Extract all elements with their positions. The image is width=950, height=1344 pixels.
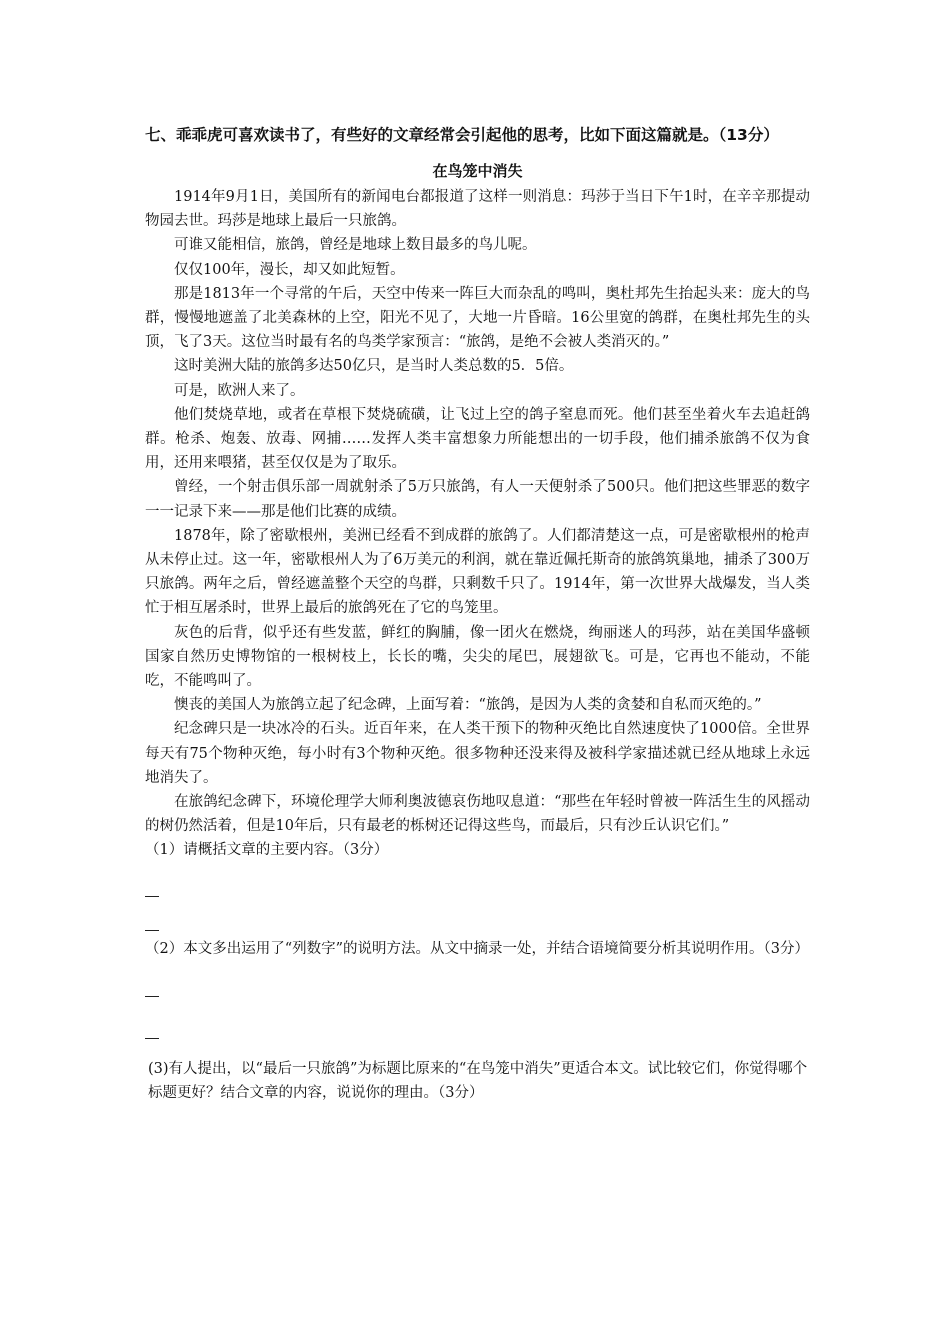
exam-page <box>145 123 810 1105</box>
question-3: (3)有人提出，以“最后一只旅鸽”为标题比原来的“在鸟笼中消失”更适合本文。试比较它们，你觉得哪个标题更好？结合文章的内容，说说你的理由。（3分） <box>148 1060 808 1102</box>
answer-line[interactable] <box>145 1003 810 1045</box>
article-title: 在鸟笼中消失 <box>432 162 523 180</box>
article-paragraph: 仅仅100年，漫长，却又如此短暂。 <box>174 261 405 278</box>
article-paragraph: 可是，欧洲人来了。 <box>174 382 305 399</box>
article-paragraph: 可谁又能相信，旅鸽，曾经是地球上数目最多的鸟儿呢。 <box>174 237 537 254</box>
answer-line[interactable] <box>145 903 810 937</box>
question-heading: 七、乖乖虎可喜欢读书了，有些好的文章经常会引起他的思考，比如下面这篇就是。（13分） <box>145 126 779 144</box>
article-paragraph: 在旅鸽纪念碑下，环境伦理学大师利奥波德哀伤地叹息道：“那些在年轻时曾被一阵活生生的风摇动的树仍然活着，但是10年后，只有最老的栎树还记得这些鸟，而最后，只有沙丘认识它们。” <box>145 794 810 835</box>
answer-line[interactable] <box>145 961 810 1003</box>
question-1: （1）请概括文章的主要内容。（3分） <box>145 842 389 859</box>
article-paragraph: 曾经，一个射击俱乐部一周就射杀了5万只旅鸽，有人一天便射杀了500只。他们把这些罪恶的数字一一记录下来——那是他们比赛的成绩。 <box>145 479 810 520</box>
article-paragraph: 1878年，除了密歇根州，美洲已经看不到成群的旅鸽了。人们都清楚这一点，可是密歇根州的枪声从未停止过。这一年，密歇根州人为了6万美元的利润，就在靠近佩托斯奇的旅鸽筑巢地，捕杀了300万只旅鸽。两年之后，曾经遮盖整个天空的鸟群，只剩数千只了。1914年，第一次世界大战爆发，当人类忙于相互屠杀时，世界上最后的旅鸽死在了它的鸟笼里。 <box>145 527 810 617</box>
article-paragraph: 这时美洲大陆的旅鸽多达50亿只，是当时人类总数的5．5倍。 <box>174 358 574 375</box>
article-paragraph: 1914年9月1日，美国所有的新闻电台都报道了这样一则消息：玛莎于当日下午1时，在辛辛那提动物园去世。玛莎是地球上最后一只旅鸽。 <box>145 189 810 230</box>
article-paragraph: 灰色的后背，似乎还有些发蓝，鲜红的胸脯，像一团火在燃烧，绚丽迷人的玛莎，站在美国华盛顿国家自然历史博物馆的一根树枝上，长长的嘴，尖尖的尾巴，展翅欲飞。可是，它再也不能动，不能吃，不能鸣叫了。 <box>145 624 810 690</box>
question-2: （2）本文多出运用了“列数字”的说明方法。从文中摘录一处，并结合语境简要分析其说明作用。（3分） <box>145 940 810 957</box>
article-paragraph: 那是1813年一个寻常的午后，天空中传来一阵巨大而杂乱的鸣叫，奥杜邦先生抬起头来：庞大的鸟群，慢慢地遮盖了北美森林的上空，阳光不见了，大地一片昏暗。16公里宽的鸽群，在奥杜邦先生的头顶，飞了3天。这位当时最有名的鸟类学家预言：“旅鸽，是绝不会被人类消灭的。” <box>145 285 810 351</box>
article-paragraph: 他们焚烧草地，或者在草根下焚烧硫磺，让飞过上空的鸽子窒息而死。他们甚至坐着火车去追赶鸽群。枪杀、炮轰、放毒、网捕……发挥人类丰富想象力所能想出的一切手段，他们捕杀旅鸽不仅为食用，还用来喂猪，甚至仅仅是为了取乐。 <box>145 406 810 472</box>
article-paragraph: 纪念碑只是一块冰冷的石头。近百年来，在人类干预下的物种灭绝比自然速度快了1000倍。全世界每天有75个物种灭绝，每小时有3个物种灭绝。很多物种还没来得及被科学家描述就已经从地球上永远地消失了。 <box>145 721 810 786</box>
answer-line[interactable] <box>145 863 810 903</box>
article-paragraph: 懊丧的美国人为旅鸽立起了纪念碑，上面写着：“旅鸽，是因为人类的贪婪和自私而灭绝的。” <box>174 697 762 714</box>
